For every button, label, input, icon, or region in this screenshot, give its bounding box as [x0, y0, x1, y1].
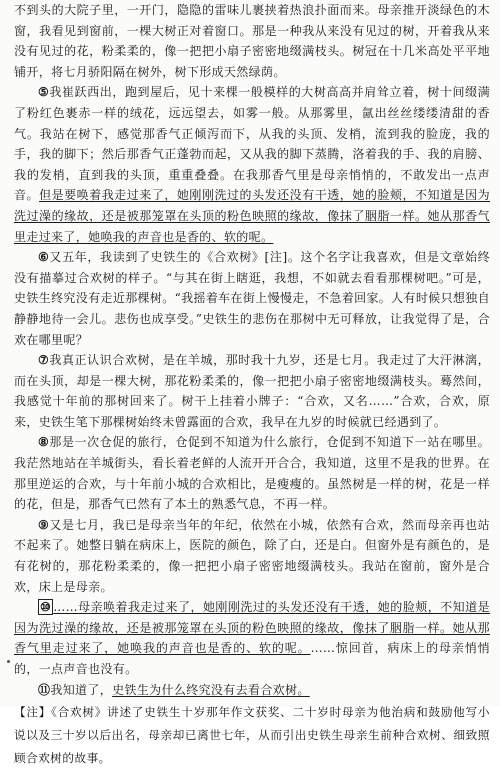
paragraph-10-tail: ……惊回首，病床上的母亲悄悄的，一点声音也没有。: [14, 641, 490, 676]
paragraph-11: [14, 680, 490, 701]
paragraph-intro-text: 不到头的大院子里，一开门，隐隐的雷味儿裹挟着热浪扑面而来。母亲推开淡绿色的木窗，我看见到窗前，一棵大树正对着窗口。那是一种我从来没有见过的树，开着我从来没有见过的花，粉柔柔的，像一把把小扇子密密地缀满枝头。树冠在十几米高处平平地铺开，将七月骄阳隔在树外，树下形成天然绿荫。: [14, 3, 490, 79]
footnote: [14, 701, 490, 770]
paragraph-10: [14, 597, 490, 679]
paragraph-number-8: ⑧: [38, 435, 50, 450]
footnote-text: 【注】《合欢树》讲述了史铁生十岁那年作文获奖、二十岁时母亲为他治病和鼓励他写小说以及三十岁以后出名，母亲却已离世七年，从而引出史铁生母亲生前种合欢树、细致照顾合欢树的故事。: [14, 705, 490, 766]
paragraph-intro: [14, 0, 490, 82]
paragraph-number-6: ⑥: [38, 250, 50, 265]
paragraph-7-text: 我真正认识合欢树，是在羊城，那时我十九岁，还是七月。我走过了大汗淋漓，而在头顶，却是一棵大树，那花粉柔柔的，像一把把小扇子密密地缀满枝头。蓦然间，我感觉十年前的那树回来了。树干上挂着小牌子：“合欢，又名……”合欢，合欢，原来，史铁生笔下那棵树始终未曾露面的合欢，我早在九岁的时候就已经遇到了。: [14, 353, 490, 429]
paragraph-5-text: 我崔跃西出，跑到屋后，见十来棵一般模样的大树高高并肩耸立着，树十间缀满了粉红色裹赤一样的绒花，远远望去，如雾一般。从那雾里，氤出丝丝缕缕清甜的香气。我站在树下，感觉那香气正倾泻而下，从我的头顶、发梢，流到我的脸庞，我的手，我的脚下；然后那香气正蓬勃而起，又从我的脚下蒸腾，洛着我的手、我的肩膀、我的发梢，直到我的头顶，重重叠叠。在我那香气里是母亲悄悄的，不敢发出一点声音。: [14, 85, 490, 203]
paragraph-number-10: ⑩: [40, 600, 52, 615]
paragraph-9-text: 又是七月，我已是母亲当年的年纪，依然在小城，依然有合欢，然而母亲再也站不起来了。她整日躺在病床上，医院的颜色，除了白，还是白。但窗外是有颜色的，是有花树的，那花粉柔柔的，像一把把小扇子密密地缀满枝头。我站在窗前，窗外是合欢，床上是母亲。: [14, 517, 490, 594]
paragraph-8: [14, 432, 490, 514]
paragraph-5: [14, 82, 490, 247]
paragraph-10-underlined: ……母亲唤着我走过来了，她刚刚洗过的头发还没有干透，她的脸颊，不知道是因为洗过澡的缘故，还是被那笼罩在头顶的粉色映照的缘故，像抹了胭脂一样。她从那香气里走过来了，她唤我的声音也是香的、软的呢。: [14, 600, 490, 656]
paragraph-9: [14, 515, 490, 597]
paragraph-7: [14, 350, 490, 432]
paragraph-6: [14, 247, 490, 350]
paragraph-11-lead: 我知道了，: [50, 682, 113, 697]
paragraph-6-text: 又五年，我读到了史铁生的《合欢树》[注]。这个名字让我喜欢，但是文章始终没有描摹过合欢树的样子。“与其在街上瞎逛，我想，不如就去看看那棵树吧。”可是，史铁生终究没有走近那棵树。“我摇着车在街上慢慢走，不急着回家。人有时候只想独自静静地待一会儿。悲伤也成享受。”史铁生的悲伤在那树中无可释放，让我觉得了是，合欢在哪里呢？: [14, 250, 491, 347]
paragraph-number-5: ⑤: [38, 85, 50, 100]
paragraph-number-11: ⑪: [38, 682, 51, 697]
margin-dot-mark: [7, 660, 10, 663]
paragraph-number-7: ⑦: [38, 353, 50, 368]
paragraph-number-9: ⑨: [38, 517, 50, 532]
passage-body: [14, 0, 490, 770]
paragraph-11-underlined: 史铁生为什么终究没有去看合欢树。: [112, 682, 310, 697]
paragraph-5-underlined: 但是要唤着我走过来了，她刚刚洗过的头发还没有干透，她的脸颊，不知道是因为洗过澡的缘故，还是被那笼罩在头顶的粉色映照的缘故，像抹了胭脂一样。她从那香气里走过来了，她唤我的声音也是香的、软的呢。: [14, 188, 490, 244]
paragraph-8-text: 那是一次仓促的旅行，仓促到不知道为什么旅行，仓促到不知道下一站在哪里。我茫然地站在羊城街头，看长着老鲜的人流开开合合，我知道，这里不是我的世界。在那里逆运的合欢，与十年前小城的合欢相比，是瘦瘦的。虽然树是一样的树，花是一样的花，但是，那香气已然有了本土的熟悉气息，不再一样。: [14, 435, 490, 512]
